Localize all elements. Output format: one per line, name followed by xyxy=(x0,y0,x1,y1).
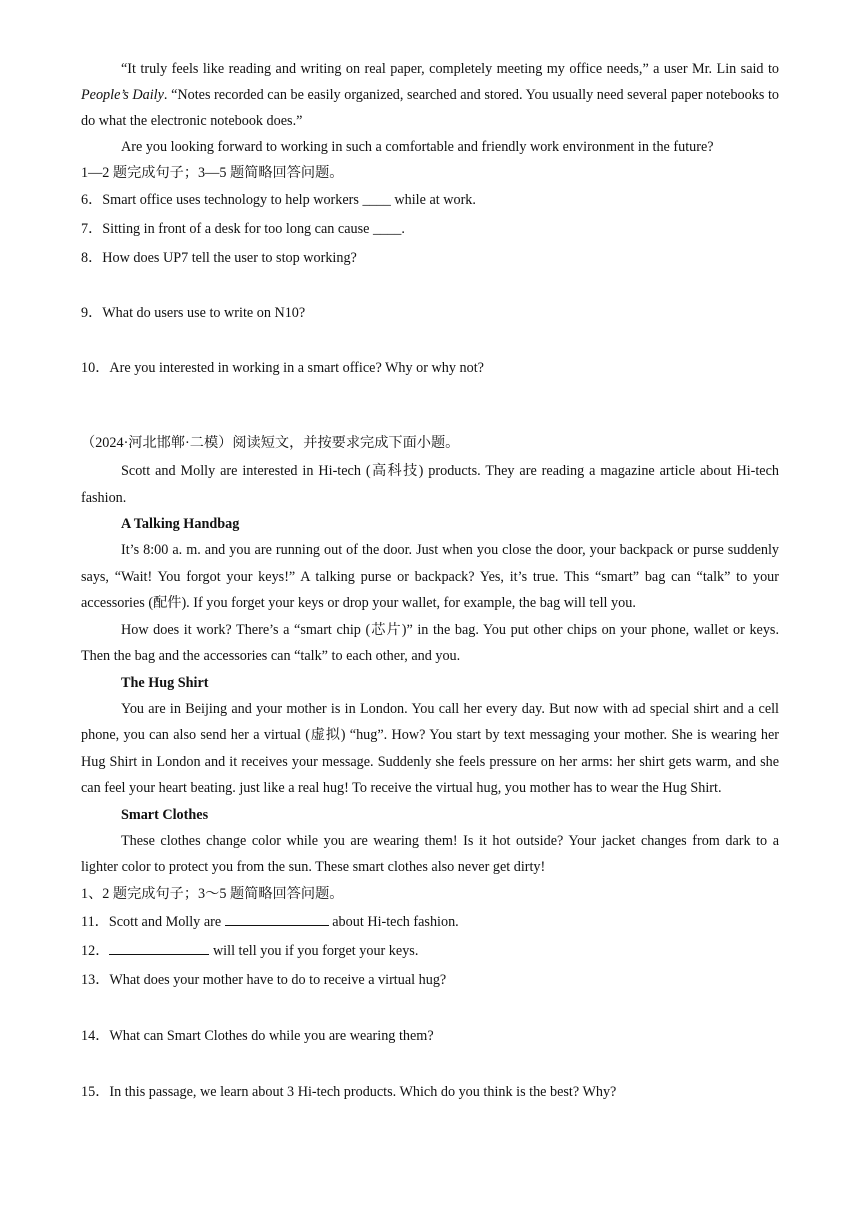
answer-blank-11[interactable] xyxy=(225,911,329,926)
passage2-instruction: 1、2 题完成句子；3～5 题简略回答问题。 xyxy=(81,885,344,902)
question-9: 9．What do users use to write on N10? xyxy=(81,305,306,321)
question-10: 10．Are you interested in working in a smart office? Why or why not? xyxy=(81,360,484,376)
answer-space-8 xyxy=(81,273,779,299)
section-title-talking-handbag: A Talking Handbag xyxy=(121,516,240,532)
talking-handbag-paragraph-2: How does it work? There’s a “smart chip (芯片)” in the bag. You put other chips on your phone, wallet or keys. Then the bag and the accessories can “talk” to each other, and you. xyxy=(81,621,779,664)
section-title-smart-clothes: Smart Clothes xyxy=(121,806,209,823)
question-15: 15．In this passage, we learn about 3 Hi-tech products. Which do you think is the best? Why? xyxy=(81,1083,617,1100)
newspaper-title: People’s Daily xyxy=(81,87,164,103)
question-12: 12． will tell you if you forget your keys. xyxy=(81,937,779,966)
passage2-source: （2024·河北邯郸·二模）阅读短文，并按要求完成下面小题。 xyxy=(81,435,460,451)
passage1-instruction: 1—2 题完成句子；3—5 题简略回答问题。 xyxy=(81,165,344,181)
hug-shirt-paragraph: You are in Beijing and your mother is in London. You call her every day. But now with ad special shirt and a cell phone, you can also send her a virtual (虚拟) “hug”. How? You start by text messaging your mother. She is wearing her Hug Shirt in London and it receives your message. Suddenly she feels pressure on her arms: her shirt gets warm, and she can feel your heart beating. just like a real hug! To receive the virtual hug, you mother has to wear the Hug Shirt. xyxy=(81,700,779,796)
talking-handbag-paragraph-1: It’s 8:00 a. m. and you are running out of the door. Just when you close the door, your backpack or purse suddenly says, “Wait! You forgot your keys!” A talking purse or backpack? Yes, it’s true. This “smart” bag can “talk” to your accessories (配件). If you forget your keys or drop your wallet, for example, the bag will tell you. xyxy=(81,542,779,611)
passage1-paragraph-1: “It truly feels like reading and writing on real paper, completely meeting my office needs,” a user Mr. Lin said to People’s Daily. “Notes recorded can be easily organized, searched and stored. You usually need several paper notebooks to do what the electronic notebook does.” xyxy=(81,61,779,129)
smart-clothes-paragraph: These clothes change color while you are wearing them! Is it hot outside? Your jacket changes from dark to a lighter color to protect you from the sun. These smart clothes also never get dirty! xyxy=(81,832,779,875)
question-13: 13．What does your mother have to do to receive a virtual hug? xyxy=(81,971,447,988)
question-8: 8．How does UP7 tell the user to stop working? xyxy=(81,250,357,266)
answer-space-10 xyxy=(81,383,779,431)
section-title-hug-shirt: The Hug Shirt xyxy=(121,674,209,691)
answer-space-9 xyxy=(81,328,779,354)
passage2-intro: Scott and Molly are interested in Hi-tech (高科技) products. They are reading a magazine article about Hi-tech fashion. xyxy=(81,463,779,506)
answer-blank-12[interactable] xyxy=(109,940,209,955)
question-14: 14．What can Smart Clothes do while you are wearing them? xyxy=(81,1027,434,1044)
answer-space-13 xyxy=(81,995,779,1022)
passage1-paragraph-2: Are you looking forward to working in such a comfortable and friendly work environment in the future? xyxy=(121,139,714,155)
question-6: 6．Smart office uses technology to help workers ____ while at work. xyxy=(81,192,476,208)
question-11: 11．Scott and Molly are about Hi-tech fashion. xyxy=(81,908,779,937)
question-7: 7．Sitting in front of a desk for too long can cause ____. xyxy=(81,221,405,237)
document-page xyxy=(81,56,779,1107)
answer-space-14 xyxy=(81,1051,779,1078)
